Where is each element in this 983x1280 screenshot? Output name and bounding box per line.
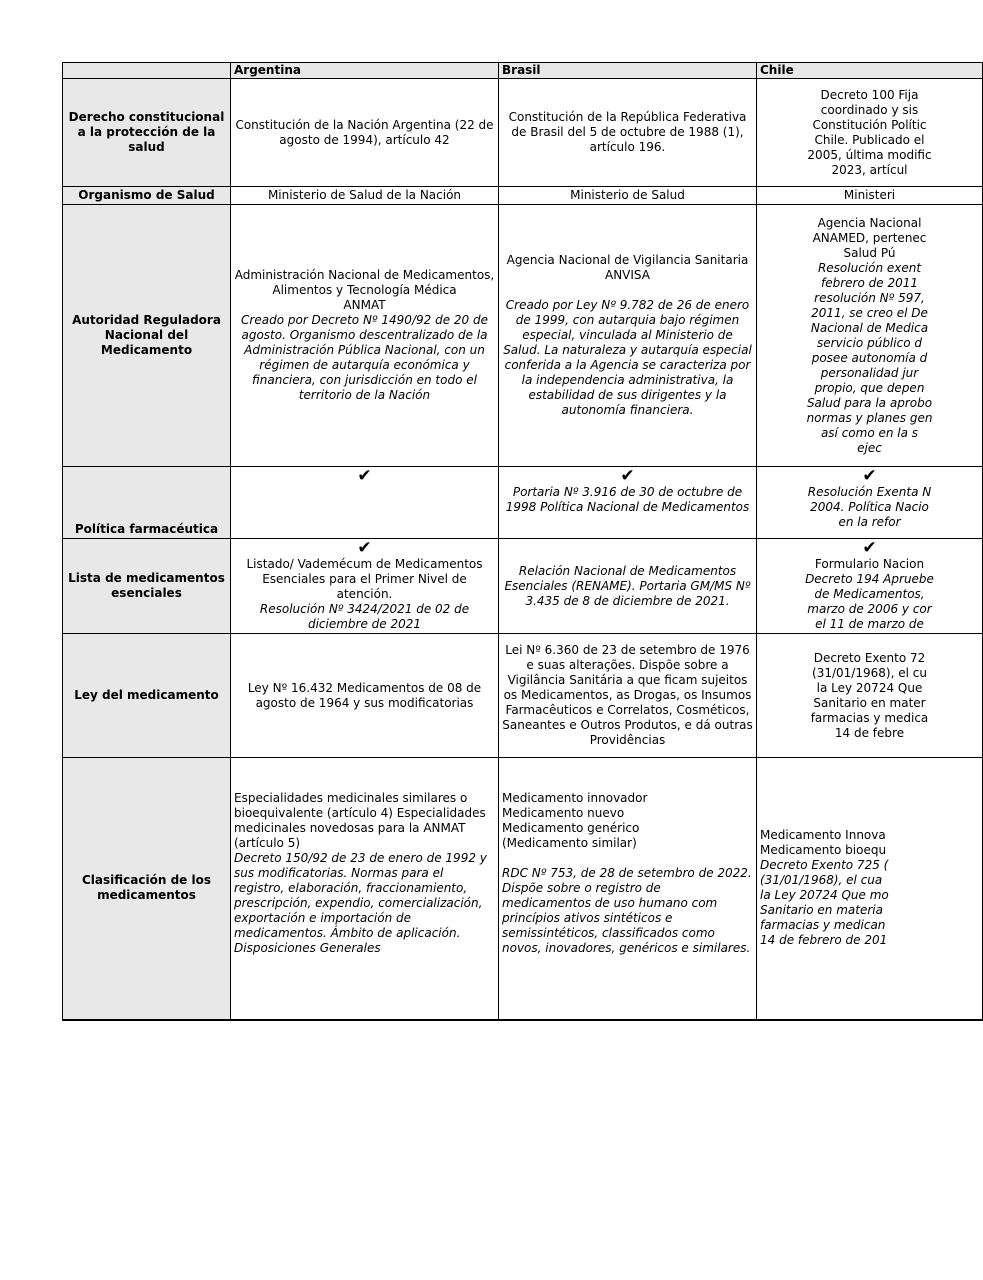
brasil-clasificacion-type: Medicamento innovador <box>502 790 648 805</box>
chile-clasificacion-type: Medicamento bioequ <box>760 843 887 858</box>
cell-ley-brasil: Lei Nº 6.360 de 23 de setembro de 1976 e suas alterações. Dispõe sobre a Vigilância Sanitária a que ficam sujeitos os Medicamentos, as Drogas, os Insumos Farmacêuticos e Correlatos, Cosméticos, Saneantes e Outros Produtos, e dá outras Providências <box>499 634 757 758</box>
cell-ley-chile <box>757 634 983 758</box>
cell-derecho-brasil: Constitución de la República Federativa de Brasil del 5 de octubre de 1988 (1), artículo 196. <box>499 79 757 187</box>
cell-autoridad-brasil <box>499 205 757 467</box>
chile-autoridad-italic-line: febrero de 2011 <box>821 275 918 290</box>
brasil-autoridad-acronym: ANVISA <box>605 268 650 282</box>
row-label-autoridad: Autoridad Reguladora Nacional del Medicamento <box>63 205 231 467</box>
chile-derecho-line: 2023, artícul <box>831 162 908 177</box>
column-header-argentina: Argentina <box>231 63 499 79</box>
chile-derecho-line: coordinado y sis <box>820 102 919 117</box>
cell-autoridad-argentina <box>231 205 499 467</box>
chile-derecho-line: Chile. Publicado el <box>814 132 925 147</box>
argentina-autoridad-name: Administración Nacional de Medicamentos, Alimentos y Tecnología Médica <box>234 268 495 297</box>
chile-autoridad-italic-line: personalidad jur <box>820 365 919 380</box>
chile-ley-line: Sanitario en mater <box>813 695 926 710</box>
cell-autoridad-chile <box>757 205 983 467</box>
chile-autoridad-line: ANAMED, pertenec <box>812 230 927 245</box>
brasil-autoridad-detail: Creado por Ley Nº 9.782 de 26 de enero de 1999, con autarquia bajo régimen especial, vinculada al Ministerio de Salud. La naturaleza y autarquía especial conferida a la Agencia se caracteriza por la independencia administrativa, la estabilidad de sus dirigentes y la autonomía financiera. <box>503 298 752 417</box>
chile-autoridad-italic-line: ejec <box>857 440 882 455</box>
checkmark-icon: ✔ <box>357 466 372 486</box>
cell-clasificacion-chile <box>757 758 983 1020</box>
chile-politica-line: Resolución Exenta N <box>807 485 932 499</box>
chile-politica-line: 2004. Política Nacio <box>810 500 929 514</box>
chile-clasificacion-line: (31/01/1968), el cua <box>760 873 883 888</box>
argentina-lista-name: Listado/ Vademécum de Medicamentos Esenciales para el Primer Nivel de atención. <box>246 557 483 601</box>
chile-clasificacion-line: Decreto Exento 725 ( <box>760 858 889 873</box>
chile-ley-line: 14 de febre <box>834 725 905 740</box>
chile-clasificacion-line: Sanitario en materia <box>760 903 883 918</box>
chile-clasificacion-line: farmacias y medican <box>760 918 886 933</box>
cell-clasificacion-argentina <box>231 758 499 1020</box>
chile-derecho-line: Constitución Polític <box>812 117 927 132</box>
chile-clasificacion-type: Medicamento Innova <box>760 828 886 843</box>
row-label-organismo: Organismo de Salud <box>63 187 231 205</box>
corner-header <box>63 63 231 79</box>
brasil-clasificacion-type: Medicamento nuevo <box>502 805 625 820</box>
column-header-chile: Chile <box>757 63 983 79</box>
chile-lista-line: Decreto 194 Apruebe <box>805 572 934 586</box>
row-politica <box>63 467 983 539</box>
chile-autoridad-italic-line: resolución Nº 597, <box>814 290 925 305</box>
brasil-politica-detail: Portaria Nº 3.916 de 30 de octubre de 1998 Política Nacional de Medicamentos <box>505 485 750 514</box>
checkmark-icon: ✔ <box>862 538 877 558</box>
argentina-lista-detail: Resolución Nº 3424/2021 de 02 de diciembre de 2021 <box>259 602 470 631</box>
argentina-clasificacion-detail: Decreto 150/92 de 23 de enero de 1992 y sus modificatorias. Normas para el registro, elaboración, fraccionamiento, prescripción, expendio, comercialización, exportación e importación de medicamentos. Ámbito de aplicación. Disposiciones Generales <box>234 850 487 955</box>
checkmark-icon: ✔ <box>862 466 877 486</box>
argentina-clasificacion-types: Especialidades medicinales similares o bioequivalente (artículo 4) Especialidades medicinales novedosas para la ANMAT (artículo 5) <box>234 790 486 850</box>
chile-clasificacion-line: la Ley 20724 Que mo <box>760 888 889 903</box>
checkmark-icon: ✔ <box>357 538 372 558</box>
chile-ley-line: (31/01/1968), el cu <box>812 665 927 680</box>
cell-organismo-chile: Ministeri <box>757 187 983 205</box>
chile-autoridad-italic-line: posee autonomía d <box>811 350 928 365</box>
cell-derecho-chile <box>757 79 983 187</box>
cell-organismo-brasil: Ministerio de Salud <box>499 187 757 205</box>
chile-autoridad-italic-line: propio, que depen <box>814 380 925 395</box>
column-header-brasil: Brasil <box>499 63 757 79</box>
cell-politica-argentina <box>231 467 499 539</box>
cell-derecho-argentina: Constitución de la Nación Argentina (22 de agosto de 1994), artículo 42 <box>231 79 499 187</box>
chile-lista-line: el 11 de marzo de <box>815 617 924 631</box>
chile-autoridad-line: Agencia Nacional <box>817 215 922 230</box>
chile-derecho-line: 2005, última modific <box>807 147 932 162</box>
brasil-clasificacion-type: (Medicamento similar) <box>502 835 637 850</box>
chile-politica-line: en la refor <box>838 515 901 529</box>
brasil-autoridad-name: Agencia Nacional de Vigilancia Sanitaria <box>506 253 749 267</box>
argentina-autoridad-acronym: ANMAT <box>343 298 386 312</box>
row-clasificacion <box>63 758 983 1020</box>
argentina-autoridad-detail: Creado por Decreto Nº 1490/92 de 20 de agosto. Organismo descentralizado de la Administración Pública Nacional, con un régimen de autarquía económica y financiera, con jurisdicción en todo el territorio de la Nación <box>241 313 488 402</box>
cell-lista-argentina <box>231 539 499 634</box>
chile-derecho-line: Decreto 100 Fija <box>820 87 919 102</box>
chile-ley-line: Decreto Exento 72 <box>813 650 926 665</box>
comparison-table <box>62 62 983 1021</box>
chile-autoridad-italic-line: servicio público d <box>817 335 922 350</box>
cell-clasificacion-brasil <box>499 758 757 1020</box>
cell-politica-brasil <box>499 467 757 539</box>
row-autoridad <box>63 205 983 467</box>
cell-organismo-argentina: Ministerio de Salud de la Nación <box>231 187 499 205</box>
row-ley <box>63 634 983 758</box>
chile-lista-line: marzo de 2006 y cor <box>807 602 932 616</box>
cell-politica-chile <box>757 467 983 539</box>
row-label-clasificacion: Clasificación de los medicamentos <box>63 758 231 1020</box>
brasil-lista-detail: Relación Nacional de Medicamentos Esenciales (RENAME). Portaria GM/MS Nº 3.435 de 8 de diciembre de 2021. <box>504 563 751 608</box>
header-row <box>63 63 983 79</box>
brasil-clasificacion-type: Medicamento genérico <box>502 820 640 835</box>
chile-autoridad-italic-line: Resolución exent <box>817 260 922 275</box>
chile-autoridad-italic-line: normas y planes gen <box>806 410 933 425</box>
row-label-lista: Lista de medicamentos esenciales <box>63 539 231 634</box>
row-derecho <box>63 79 983 187</box>
chile-autoridad-italic-line: Nacional de Medica <box>810 320 929 335</box>
row-lista <box>63 539 983 634</box>
chile-lista-name: Formulario Nacion <box>814 557 925 571</box>
brasil-clasificacion-detail: RDC Nº 753, de 28 de setembro de 2022. Dispõe sobre o registro de medicamentos de uso humano com princípios ativos sintéticos e semissintéticos, classificados como novos, inovadores, genéricos e similares. <box>502 865 752 955</box>
cell-lista-chile <box>757 539 983 634</box>
chile-autoridad-italic-line: 2011, se creo el De <box>811 305 928 320</box>
chile-autoridad-line: Salud Pú <box>843 245 896 260</box>
chile-clasificacion-line: 14 de febrero de 201 <box>760 933 888 948</box>
cell-lista-brasil <box>499 539 757 634</box>
row-label-ley: Ley del medicamento <box>63 634 231 758</box>
chile-autoridad-italic-line: Salud para la aprobo <box>806 395 933 410</box>
chile-ley-line: la Ley 20724 Que <box>816 680 923 695</box>
cell-ley-argentina: Ley Nº 16.432 Medicamentos de 08 de agosto de 1964 y sus modificatorias <box>231 634 499 758</box>
row-label-politica: Política farmacéutica <box>63 467 231 539</box>
row-organismo <box>63 187 983 205</box>
chile-autoridad-italic-line: así como en la s <box>820 425 919 440</box>
checkmark-icon: ✔ <box>620 466 635 486</box>
chile-ley-line: farmacias y medica <box>810 710 929 725</box>
row-label-derecho: Derecho constitucional a la protección de la salud <box>63 79 231 187</box>
chile-lista-line: de Medicamentos, <box>814 587 925 601</box>
